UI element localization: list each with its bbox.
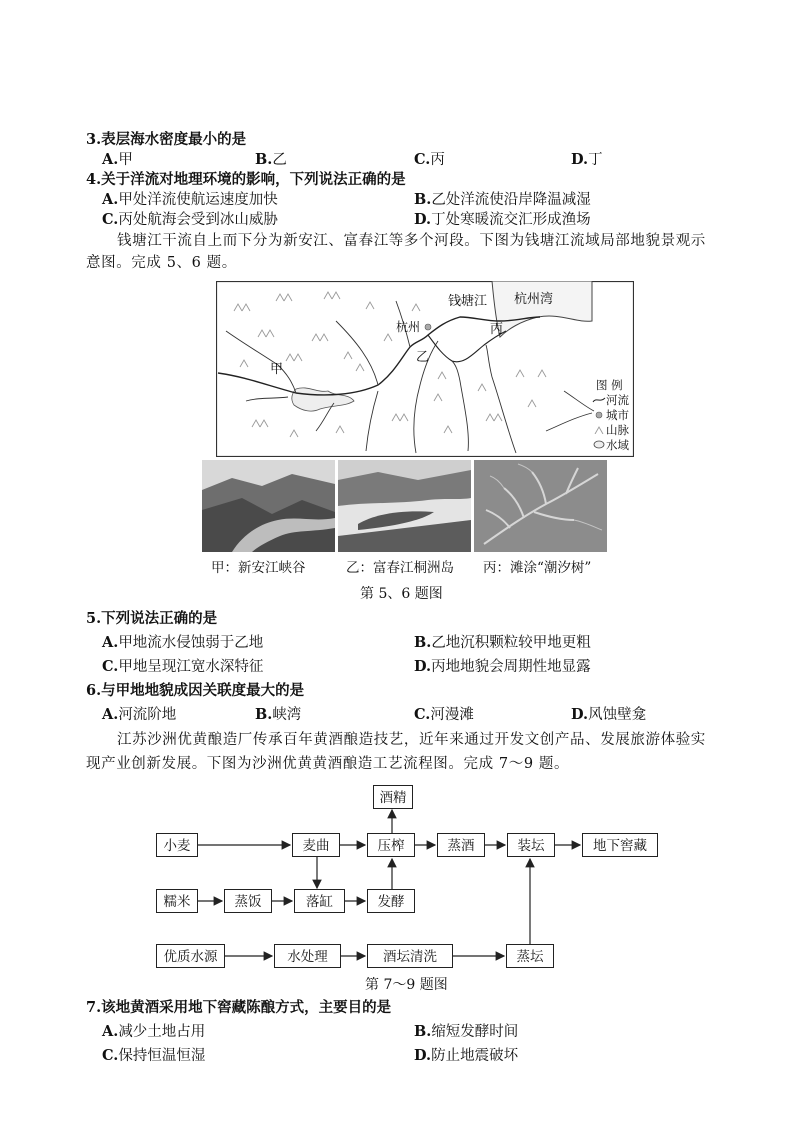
flow-yazha: 压榨 xyxy=(367,833,415,857)
qiantang-map xyxy=(216,281,634,457)
caption-yi: 乙：富春江桐洲岛 xyxy=(346,560,454,576)
flow-zhengtan: 蒸坛 xyxy=(506,944,554,968)
river-icon xyxy=(592,396,606,404)
flow-xiaomai: 小麦 xyxy=(156,833,198,857)
q7-stem: 7.该地黄酒采用地下窖藏陈酿方式，主要目的是 xyxy=(86,999,392,1016)
q5-option-c: C.甲地呈现江宽水深特征 xyxy=(102,658,264,675)
legend-mountain: 山脉 xyxy=(606,423,629,437)
legend-city-row xyxy=(592,408,629,423)
q6-option-c: C.河漫滩 xyxy=(414,706,474,723)
q5-option-b: B.乙地沉积颗粒较甲地更粗 xyxy=(414,634,591,651)
caption-bing: 丙：滩涂“潮汐树” xyxy=(483,560,592,576)
q4-option-d: D.丁处寒暖流交汇形成渔场 xyxy=(414,211,591,228)
passage1-line2: 意图。完成 5、6 题。 xyxy=(86,255,237,271)
q4-option-a: A.甲处洋流使航运速度加快 xyxy=(102,191,278,208)
q6-option-b: B.峡湾 xyxy=(255,706,302,723)
flow-shuichuli: 水处理 xyxy=(274,944,341,968)
flow-dixia: 地下窖藏 xyxy=(582,833,658,857)
map-label-qiantang: 钱塘江 xyxy=(448,294,488,309)
flow-zhengfan: 蒸饭 xyxy=(224,889,272,913)
legend-river-row xyxy=(592,393,629,408)
figure1-caption: 第 5、6 题图 xyxy=(360,586,443,602)
q4-option-b: B.乙处洋流使沿岸降温减湿 xyxy=(414,191,591,208)
q7-option-a: A.减少土地占用 xyxy=(102,1023,206,1040)
flow-fajiao: 发酵 xyxy=(367,889,415,913)
city-icon xyxy=(592,411,606,419)
map-label-yi: 乙 xyxy=(416,350,430,365)
passage2-line2: 现产业创新发展。下图为沙洲优黄黄酒酿造工艺流程图。完成 7～9 题。 xyxy=(86,756,570,772)
q3-option-b: B.乙 xyxy=(255,151,287,168)
q3-option-d: D.丁 xyxy=(571,151,603,168)
legend-mountain-row xyxy=(592,423,629,438)
q6-stem: 6.与甲地地貌成因关联度最大的是 xyxy=(86,682,305,699)
map-legend xyxy=(592,378,629,453)
legend-water: 水域 xyxy=(606,438,629,452)
q3-option-a: A.甲 xyxy=(102,151,133,168)
figure2-caption: 第 7～9 题图 xyxy=(365,977,448,993)
q7-option-d: D.防止地震破坏 xyxy=(414,1047,519,1064)
caption-jia: 甲：新安江峡谷 xyxy=(211,560,306,576)
q5-option-a: A.甲地流水侵蚀弱于乙地 xyxy=(102,634,264,651)
flow-shuiyuan: 优质水源 xyxy=(156,944,225,968)
legend-river: 河流 xyxy=(606,393,629,407)
q7-option-c: C.保持恒温恒湿 xyxy=(102,1047,206,1064)
map-label-hangzhou: 杭州 xyxy=(396,320,421,334)
flow-qingxi: 酒坛清洗 xyxy=(367,944,453,968)
flow-maiqu: 麦曲 xyxy=(292,833,340,857)
q5-option-d: D.丙地地貌会周期性地显露 xyxy=(414,658,591,675)
map-label-bing: 丙 xyxy=(490,322,504,337)
q6-option-a: A.河流阶地 xyxy=(102,706,177,723)
flow-nuomi: 糯米 xyxy=(156,889,198,913)
legend-water-row xyxy=(592,438,629,453)
q3-stem: 3.表层海水密度最小的是 xyxy=(86,131,247,148)
flow-zhuangtan: 装坛 xyxy=(507,833,555,857)
map-label-jia: 甲 xyxy=(270,362,284,377)
q4-stem: 4.关于洋流对地理环境的影响，下列说法正确的是 xyxy=(86,171,406,188)
legend-city: 城市 xyxy=(606,408,629,422)
legend-title: 图 例 xyxy=(596,378,623,392)
q4-option-c: C.丙处航海会受到冰山威胁 xyxy=(102,211,278,228)
q7-option-b: B.缩短发酵时间 xyxy=(414,1023,519,1040)
flow-jiujing: 酒精 xyxy=(373,785,413,809)
flow-luogang: 落缸 xyxy=(294,889,345,913)
map-label-hangzhouwan: 杭州湾 xyxy=(514,292,554,307)
photo-yi-island xyxy=(338,460,471,552)
flow-zhengjiu: 蒸酒 xyxy=(437,833,485,857)
photo-jia-gorge xyxy=(202,460,335,552)
photo-bing-tidal-tree xyxy=(474,460,607,552)
q3-option-c: C.丙 xyxy=(414,151,445,168)
mountain-icon xyxy=(592,426,606,434)
q6-option-d: D.风蚀壁龛 xyxy=(571,706,647,723)
water-icon xyxy=(592,440,606,449)
passage2-line1: 江苏沙洲优黄酿造厂传承百年黄酒酿造技艺，近年来通过开发文创产品、发展旅游体验实 xyxy=(117,732,706,748)
q5-stem: 5.下列说法正确的是 xyxy=(86,610,218,627)
passage1-line1: 钱塘江干流自上而下分为新安江、富春江等多个河段。下图为钱塘江流域局部地貌景观示 xyxy=(117,233,706,249)
